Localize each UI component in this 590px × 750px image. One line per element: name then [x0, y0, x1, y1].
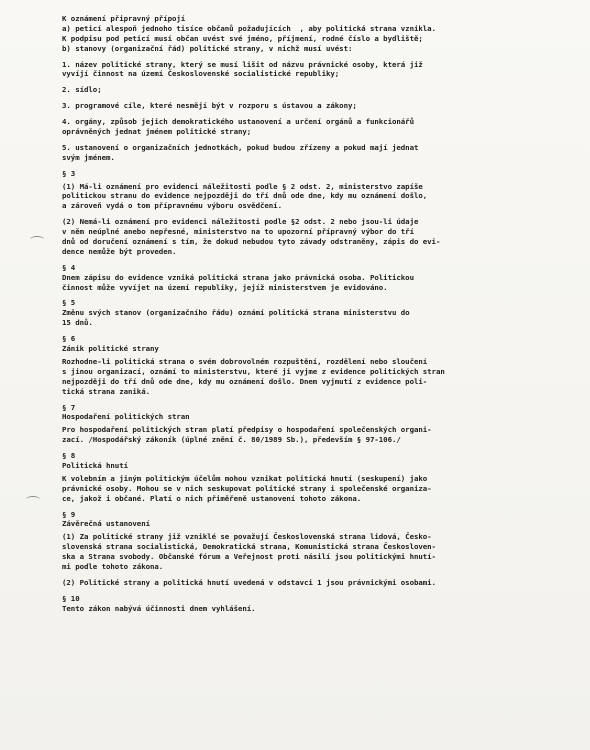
text-line: dence nemůže být proveden.: [62, 246, 177, 256]
text-line: K oznámení připravný přípojí: [62, 14, 186, 23]
text-line: Zánik politické strany: [62, 344, 159, 354]
text-line: 15 dnů.: [62, 318, 93, 328]
text-line: vyvíjí činnost na území Československé socialistické republiky;: [62, 69, 340, 79]
paragraph: [62, 594, 562, 614]
text-line: politickou stranu do evidence nejpozději do tří dnů ode dne, kdy mu oznámení došlo,: [62, 191, 428, 201]
paragraph: [62, 117, 562, 137]
paragraph: [62, 169, 562, 179]
paragraph: [62, 532, 562, 572]
text-line: Tento zákon nabývá účinnosti dnem vyhlášení.: [62, 603, 256, 613]
paragraph: [62, 143, 562, 163]
text-line: (1) Má-li oznámení pro evidenci náležitosti podle § 2 odst. 2, ministerstvo zapíše: [62, 181, 423, 191]
text-line: nejpozději do tří dnů ode dne, kdy mu oznámení došlo. Dnem vyjmutí z evidence poli-: [62, 376, 428, 386]
text-line: zací. /Hospodářský zákoník (úplné znění č. 80/1989 Sb.), především § 97-106./: [62, 435, 401, 445]
text-line: § 9: [62, 509, 76, 519]
text-line: dnů od doručení oznámení s tím, že dokud nebudou tyto závady odstraněny, zápis do evi-: [62, 237, 441, 247]
text-line: tická strana zaniká.: [62, 386, 150, 396]
paragraph: [62, 263, 562, 293]
text-line: § 5: [62, 298, 76, 308]
text-line: § 3: [62, 168, 76, 178]
paragraph: [62, 334, 562, 354]
text-line: Změnu svých stanov (organizačního řádu) oznámí politická strana ministerstvu do: [62, 308, 410, 318]
paragraph: [62, 357, 562, 397]
text-line: 1. název politické strany, který se musí lišit od názvu právnické osoby, která již: [62, 59, 423, 69]
text-line: § 4: [62, 262, 76, 272]
text-line: § 8: [62, 451, 76, 461]
text-line: § 6: [62, 334, 76, 344]
text-line: v něm neúplné anebo nepřesné, ministerstvo na to upozorní přípravný výbor do tří: [62, 227, 414, 237]
paragraph: [62, 182, 562, 212]
text-line: právnické osoby. Mohou se v nich seskupovat politické strany i společenské organiza-: [62, 483, 432, 493]
text-line: mi podle tohoto zákona.: [62, 561, 164, 571]
paragraph: [62, 403, 562, 423]
text-line: (2) Nemá-li oznámení pro evidenci náležitosti podle §2 odst. 2 nebo jsou-li údaje: [62, 217, 419, 227]
text-line: b) stanovy (organizační řád) politické strany, v nichž musí uvést:: [62, 43, 353, 53]
paragraph: [62, 60, 562, 80]
text-line: K podpisu pod peticí musí občan uvést své jméno, příjmení, rodné číslo a bydliště;: [62, 33, 423, 43]
text-line: a) peticí alespoň jednoho tisíce občanů požadujících , aby politická strana vznikla.: [62, 23, 436, 33]
paragraph: [62, 510, 562, 530]
text-line: oprávněných jednat jménem politické strany;: [62, 127, 252, 137]
text-line: Pro hospodaření politických stran platí předpisy o hospodaření společenských organi-: [62, 425, 432, 435]
text-line: svým jménem.: [62, 152, 115, 162]
paragraph: [62, 85, 562, 95]
paragraph: [62, 451, 562, 471]
punch-hole-mark: [26, 496, 40, 503]
text-line: (2) Politické strany a politická hnutí uvedená v odstavci 1 jsou právnickými osobami.: [62, 577, 436, 587]
paragraph: [62, 298, 562, 328]
text-line: 2. sídlo;: [62, 85, 102, 95]
text-line: 3. programové cíle, které nesmějí být v rozporu s ústavou a zákony;: [62, 101, 357, 111]
text-line: Hospodaření politických stran: [62, 412, 190, 422]
punch-hole-mark: [30, 236, 44, 243]
text-line: Rozhodne-li politická strana o svém dobrovolném rozpuštění, rozdělení nebo sloučení: [62, 356, 428, 366]
text-line: § 7: [62, 402, 76, 412]
paragraph: [62, 101, 562, 111]
text-line: § 10: [62, 593, 80, 603]
text-line: ce, jakož i občané. Platí o nich přiměřeně ustanovení tohoto zákona.: [62, 493, 362, 503]
paragraph: [62, 217, 562, 257]
text-line: K volebním a jiným politickým účelům mohou vznikat politická hnutí (seskupení) jako: [62, 473, 428, 483]
paragraph: [62, 14, 562, 54]
text-line: ska a Strana svobody. Občanské fórum a Veřejnost proti násilí jsou politickými hnutí-: [62, 552, 436, 562]
text-line: Politická hnutí: [62, 460, 128, 470]
text-line: s jinou organizací, oznámí to ministerstvu, které ji vyjme z evidence politických stran: [62, 366, 445, 376]
paragraph: [62, 578, 562, 588]
text-line: Dnem zápisu do evidence vzniká politická strana jako právnická osoba. Politickou: [62, 272, 414, 282]
text-line: 5. ustanovení o organizačních jednotkách, pokud budou zřízeny a pokud mají jednat: [62, 142, 419, 152]
text-line: (1) Za politické strany již vzniklé se považují Československá strana lidová, Česko-: [62, 532, 432, 542]
text-line: 4. orgány, způsob jejich demokratického ustanovení a určení orgánů a funkcionářů: [62, 117, 414, 127]
text-line: Závěrečná ustanovení: [62, 519, 150, 529]
document-text: [62, 14, 562, 614]
text-line: slovenská strana socialistická, Demokratická strana, Komunistická strana Českosloven-: [62, 542, 436, 552]
text-line: a zároveň vydá o tom přípravnému výboru osvědčení.: [62, 201, 282, 211]
paragraph: [62, 425, 562, 445]
text-line: činnost může vyvíjet na území republiky, jejíž ministerstvem je evidováno.: [62, 282, 388, 292]
paragraph: [62, 474, 562, 504]
